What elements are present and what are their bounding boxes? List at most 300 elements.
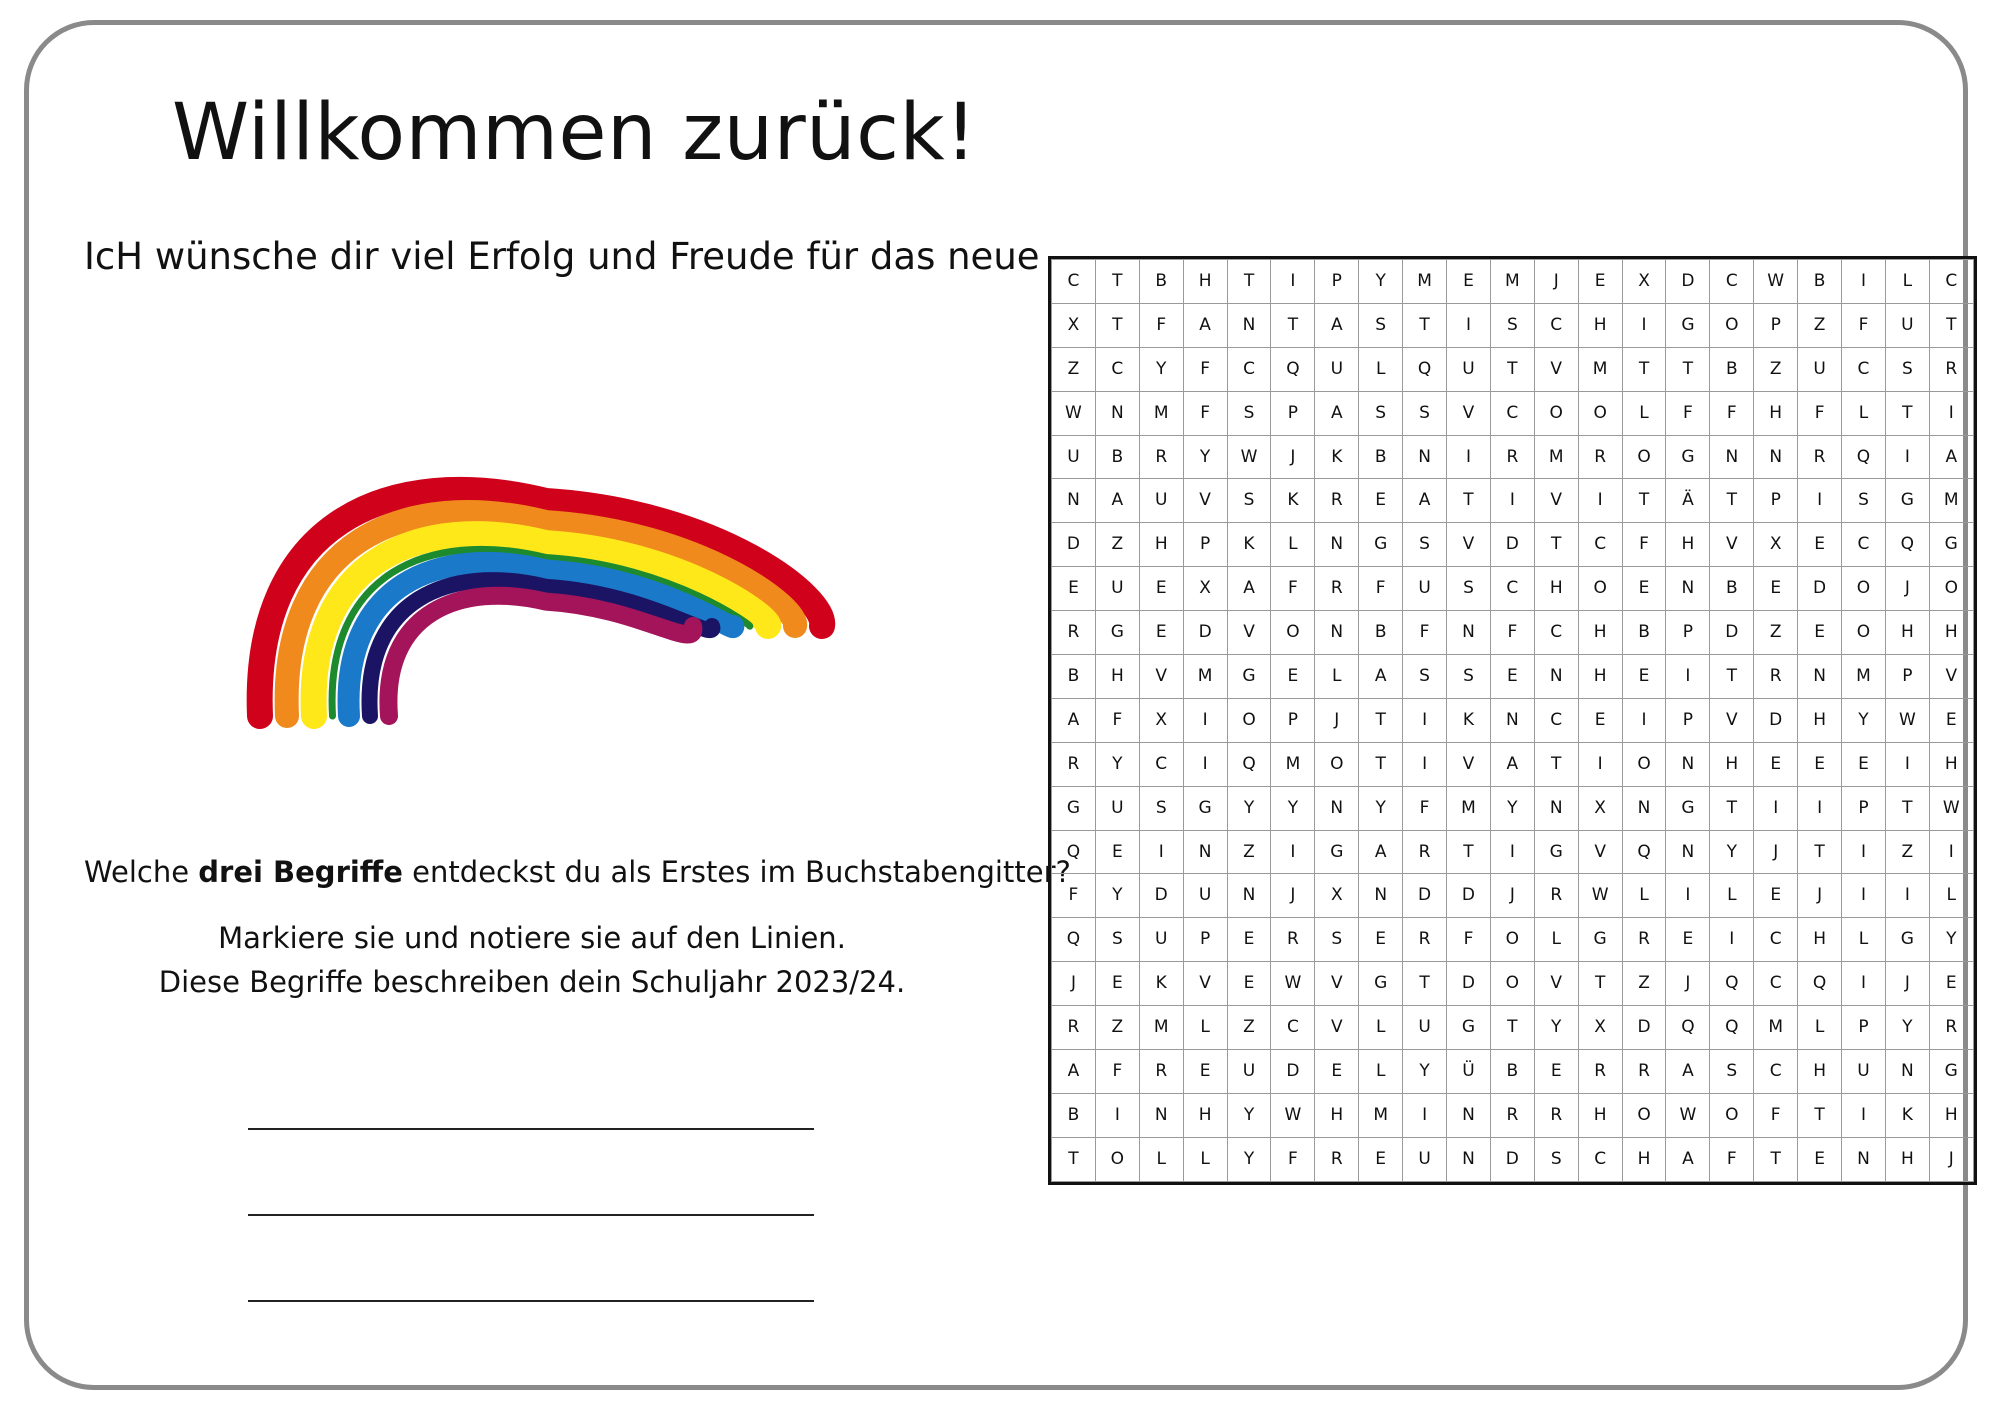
grid-cell[interactable]: I [1622, 698, 1666, 742]
grid-cell[interactable]: A [1359, 830, 1403, 874]
grid-cell[interactable]: I [1842, 260, 1886, 304]
grid-cell[interactable]: P [1754, 479, 1798, 523]
answer-line-2[interactable] [248, 1214, 814, 1216]
grid-cell[interactable]: E [1359, 918, 1403, 962]
grid-cell[interactable]: F [1095, 1050, 1139, 1094]
grid-cell[interactable]: U [1798, 347, 1842, 391]
grid-cell[interactable]: X [1578, 1006, 1622, 1050]
grid-cell[interactable]: Y [1534, 1006, 1578, 1050]
grid-cell[interactable]: V [1534, 962, 1578, 1006]
grid-cell[interactable]: H [1183, 1093, 1227, 1137]
grid-cell[interactable]: Ä [1666, 479, 1710, 523]
grid-cell[interactable]: G [1885, 479, 1929, 523]
grid-cell[interactable]: N [1315, 611, 1359, 655]
grid-cell[interactable]: C [1578, 1137, 1622, 1181]
grid-cell[interactable]: Y [1095, 742, 1139, 786]
grid-cell[interactable]: U [1183, 874, 1227, 918]
grid-cell[interactable]: H [1139, 523, 1183, 567]
grid-cell[interactable]: O [1315, 742, 1359, 786]
grid-cell[interactable]: V [1578, 830, 1622, 874]
grid-cell[interactable]: I [1842, 962, 1886, 1006]
grid-cell[interactable]: F [1403, 786, 1447, 830]
grid-cell[interactable]: F [1842, 303, 1886, 347]
grid-cell[interactable]: X [1315, 874, 1359, 918]
grid-cell[interactable]: Y [1227, 1093, 1271, 1137]
grid-cell[interactable]: F [1271, 567, 1315, 611]
grid-cell[interactable]: Y [1227, 1137, 1271, 1181]
grid-cell[interactable]: S [1885, 347, 1929, 391]
grid-cell[interactable]: V [1315, 962, 1359, 1006]
grid-cell[interactable]: H [1798, 918, 1842, 962]
grid-cell[interactable]: N [1666, 567, 1710, 611]
grid-cell[interactable]: C [1842, 523, 1886, 567]
grid-cell[interactable]: L [1622, 874, 1666, 918]
grid-cell[interactable]: F [1139, 303, 1183, 347]
grid-cell[interactable]: B [1710, 347, 1754, 391]
grid-cell[interactable]: N [1315, 523, 1359, 567]
grid-cell[interactable]: S [1139, 786, 1183, 830]
grid-cell[interactable]: T [1666, 347, 1710, 391]
grid-cell[interactable]: N [1359, 874, 1403, 918]
grid-cell[interactable]: L [1842, 918, 1886, 962]
grid-cell[interactable]: C [1754, 962, 1798, 1006]
grid-cell[interactable]: G [1095, 611, 1139, 655]
grid-cell[interactable]: Q [1798, 962, 1842, 1006]
grid-cell[interactable]: W [1754, 260, 1798, 304]
grid-cell[interactable]: N [1315, 786, 1359, 830]
grid-cell[interactable]: I [1271, 830, 1315, 874]
grid-cell[interactable]: M [1754, 1006, 1798, 1050]
grid-cell[interactable]: C [1271, 1006, 1315, 1050]
grid-cell[interactable]: L [1929, 874, 1973, 918]
grid-cell[interactable]: Z [1052, 347, 1096, 391]
grid-cell[interactable]: B [1359, 435, 1403, 479]
grid-cell[interactable]: A [1666, 1050, 1710, 1094]
grid-cell[interactable]: Z [1622, 962, 1666, 1006]
grid-cell[interactable]: N [1227, 874, 1271, 918]
grid-cell[interactable]: S [1359, 303, 1403, 347]
grid-cell[interactable]: R [1929, 1006, 1973, 1050]
grid-cell[interactable]: T [1359, 698, 1403, 742]
grid-cell[interactable]: E [1578, 698, 1622, 742]
grid-cell[interactable]: V [1447, 523, 1491, 567]
grid-cell[interactable]: D [1052, 523, 1096, 567]
grid-cell[interactable]: M [1842, 655, 1886, 699]
grid-cell[interactable]: G [1578, 918, 1622, 962]
grid-cell[interactable]: Z [1754, 611, 1798, 655]
grid-cell[interactable]: J [1315, 698, 1359, 742]
grid-cell[interactable]: E [1842, 742, 1886, 786]
grid-cell[interactable]: R [1622, 1050, 1666, 1094]
grid-cell[interactable]: M [1139, 391, 1183, 435]
grid-cell[interactable]: K [1315, 435, 1359, 479]
grid-cell[interactable]: N [1534, 786, 1578, 830]
grid-cell[interactable]: O [1710, 1093, 1754, 1137]
grid-cell[interactable]: U [1052, 435, 1096, 479]
grid-cell[interactable]: I [1754, 786, 1798, 830]
grid-cell[interactable]: K [1227, 523, 1271, 567]
grid-cell[interactable]: R [1052, 611, 1096, 655]
grid-cell[interactable]: X [1578, 786, 1622, 830]
grid-cell[interactable]: E [1929, 698, 1973, 742]
grid-cell[interactable]: O [1710, 303, 1754, 347]
grid-cell[interactable]: A [1315, 391, 1359, 435]
grid-cell[interactable]: Q [1842, 435, 1886, 479]
grid-cell[interactable]: O [1929, 567, 1973, 611]
grid-cell[interactable]: R [1578, 435, 1622, 479]
grid-cell[interactable]: P [1666, 698, 1710, 742]
grid-cell[interactable]: K [1447, 698, 1491, 742]
grid-cell[interactable]: E [1315, 1050, 1359, 1094]
grid-cell[interactable]: W [1578, 874, 1622, 918]
grid-cell[interactable]: E [1622, 567, 1666, 611]
grid-cell[interactable]: H [1622, 1137, 1666, 1181]
grid-cell[interactable]: N [1666, 830, 1710, 874]
grid-cell[interactable]: J [1666, 962, 1710, 1006]
grid-cell[interactable]: T [1403, 303, 1447, 347]
grid-cell[interactable]: X [1139, 698, 1183, 742]
grid-cell[interactable]: B [1359, 611, 1403, 655]
grid-cell[interactable]: G [1447, 1006, 1491, 1050]
grid-cell[interactable]: I [1929, 391, 1973, 435]
grid-cell[interactable]: H [1095, 655, 1139, 699]
grid-cell[interactable]: J [1490, 874, 1534, 918]
grid-cell[interactable]: J [1534, 260, 1578, 304]
grid-cell[interactable]: S [1095, 918, 1139, 962]
grid-cell[interactable]: T [1271, 303, 1315, 347]
grid-cell[interactable]: P [1885, 655, 1929, 699]
grid-cell[interactable]: E [1622, 655, 1666, 699]
grid-cell[interactable]: Z [1885, 830, 1929, 874]
grid-cell[interactable]: U [1403, 567, 1447, 611]
grid-cell[interactable]: I [1666, 874, 1710, 918]
grid-cell[interactable]: U [1139, 479, 1183, 523]
grid-cell[interactable]: V [1139, 655, 1183, 699]
grid-cell[interactable]: J [1271, 874, 1315, 918]
grid-cell[interactable]: T [1095, 260, 1139, 304]
grid-cell[interactable]: L [1534, 918, 1578, 962]
grid-cell[interactable]: C [1490, 391, 1534, 435]
grid-cell[interactable]: Y [1139, 347, 1183, 391]
grid-cell[interactable]: V [1227, 611, 1271, 655]
grid-cell[interactable]: T [1534, 742, 1578, 786]
grid-cell[interactable]: E [1227, 962, 1271, 1006]
grid-cell[interactable]: E [1754, 567, 1798, 611]
grid-cell[interactable]: N [1447, 611, 1491, 655]
grid-cell[interactable]: X [1183, 567, 1227, 611]
grid-cell[interactable]: V [1447, 742, 1491, 786]
grid-cell[interactable]: U [1403, 1137, 1447, 1181]
grid-cell[interactable]: E [1183, 1050, 1227, 1094]
grid-cell[interactable]: D [1710, 611, 1754, 655]
grid-cell[interactable]: I [1139, 830, 1183, 874]
grid-cell[interactable]: U [1842, 1050, 1886, 1094]
grid-cell[interactable]: Y [1710, 830, 1754, 874]
grid-cell[interactable]: H [1710, 742, 1754, 786]
grid-cell[interactable]: X [1754, 523, 1798, 567]
grid-cell[interactable]: I [1885, 874, 1929, 918]
grid-cell[interactable]: M [1183, 655, 1227, 699]
grid-cell[interactable]: M [1403, 260, 1447, 304]
grid-cell[interactable]: C [1710, 260, 1754, 304]
grid-cell[interactable]: G [1929, 1050, 1973, 1094]
grid-cell[interactable]: D [1666, 260, 1710, 304]
grid-cell[interactable]: E [1534, 1050, 1578, 1094]
grid-cell[interactable]: H [1885, 611, 1929, 655]
grid-cell[interactable]: I [1885, 742, 1929, 786]
grid-cell[interactable]: C [1490, 567, 1534, 611]
grid-cell[interactable]: H [1798, 1050, 1842, 1094]
grid-cell[interactable]: U [1095, 567, 1139, 611]
grid-cell[interactable]: F [1403, 611, 1447, 655]
grid-cell[interactable]: Q [1666, 1006, 1710, 1050]
grid-cell[interactable]: R [1315, 567, 1359, 611]
grid-cell[interactable]: H [1578, 1093, 1622, 1137]
grid-cell[interactable]: N [1490, 698, 1534, 742]
grid-cell[interactable]: V [1710, 698, 1754, 742]
grid-cell[interactable]: O [1227, 698, 1271, 742]
grid-cell[interactable]: L [1710, 874, 1754, 918]
grid-cell[interactable]: Y [1359, 786, 1403, 830]
grid-cell[interactable]: I [1183, 742, 1227, 786]
grid-cell[interactable]: Q [1271, 347, 1315, 391]
grid-cell[interactable]: I [1447, 435, 1491, 479]
grid-cell[interactable]: X [1622, 260, 1666, 304]
grid-cell[interactable]: T [1885, 786, 1929, 830]
grid-cell[interactable]: C [1754, 1050, 1798, 1094]
grid-cell[interactable]: E [1052, 567, 1096, 611]
grid-cell[interactable]: B [1095, 435, 1139, 479]
grid-cell[interactable]: X [1052, 303, 1096, 347]
grid-cell[interactable]: I [1929, 830, 1973, 874]
grid-cell[interactable]: B [1052, 1093, 1096, 1137]
grid-cell[interactable]: O [1490, 962, 1534, 1006]
grid-cell[interactable]: G [1666, 786, 1710, 830]
grid-cell[interactable]: F [1798, 391, 1842, 435]
grid-cell[interactable]: T [1490, 1006, 1534, 1050]
grid-cell[interactable]: E [1139, 611, 1183, 655]
grid-cell[interactable]: S [1315, 918, 1359, 962]
grid-cell[interactable]: N [1842, 1137, 1886, 1181]
grid-cell[interactable]: P [1754, 303, 1798, 347]
grid-cell[interactable]: Z [1095, 1006, 1139, 1050]
grid-cell[interactable]: F [1183, 347, 1227, 391]
grid-cell[interactable]: G [1315, 830, 1359, 874]
grid-cell[interactable]: R [1534, 1093, 1578, 1137]
grid-cell[interactable]: Q [1227, 742, 1271, 786]
grid-cell[interactable]: E [1095, 962, 1139, 1006]
grid-cell[interactable]: A [1490, 742, 1534, 786]
grid-cell[interactable]: W [1227, 435, 1271, 479]
grid-cell[interactable]: V [1315, 1006, 1359, 1050]
grid-cell[interactable]: S [1447, 655, 1491, 699]
grid-cell[interactable]: D [1271, 1050, 1315, 1094]
grid-cell[interactable]: O [1622, 435, 1666, 479]
grid-cell[interactable]: E [1490, 655, 1534, 699]
grid-cell[interactable]: T [1885, 391, 1929, 435]
grid-cell[interactable]: O [1842, 567, 1886, 611]
grid-cell[interactable]: R [1052, 742, 1096, 786]
grid-cell[interactable]: L [1183, 1006, 1227, 1050]
grid-cell[interactable]: P [1271, 391, 1315, 435]
grid-cell[interactable]: T [1578, 962, 1622, 1006]
grid-cell[interactable]: S [1403, 523, 1447, 567]
grid-cell[interactable]: I [1842, 1093, 1886, 1137]
grid-cell[interactable]: W [1271, 1093, 1315, 1137]
grid-cell[interactable]: V [1183, 962, 1227, 1006]
grid-cell[interactable]: D [1403, 874, 1447, 918]
grid-cell[interactable]: Z [1798, 303, 1842, 347]
grid-cell[interactable]: H [1578, 303, 1622, 347]
grid-cell[interactable]: Q [1052, 830, 1096, 874]
grid-cell[interactable]: D [1447, 962, 1491, 1006]
grid-cell[interactable]: S [1842, 479, 1886, 523]
grid-cell[interactable]: N [1227, 303, 1271, 347]
grid-cell[interactable]: T [1359, 742, 1403, 786]
grid-cell[interactable]: H [1929, 1093, 1973, 1137]
grid-cell[interactable]: J [1885, 962, 1929, 1006]
grid-cell[interactable]: T [1227, 260, 1271, 304]
grid-cell[interactable]: T [1710, 479, 1754, 523]
grid-cell[interactable]: F [1095, 698, 1139, 742]
grid-cell[interactable]: C [1754, 918, 1798, 962]
grid-cell[interactable]: H [1885, 1137, 1929, 1181]
grid-cell[interactable]: E [1666, 918, 1710, 962]
grid-cell[interactable]: T [1403, 962, 1447, 1006]
grid-cell[interactable]: L [1359, 1050, 1403, 1094]
grid-cell[interactable]: S [1227, 479, 1271, 523]
grid-cell[interactable]: V [1534, 479, 1578, 523]
grid-cell[interactable]: H [1929, 742, 1973, 786]
grid-cell[interactable]: R [1315, 479, 1359, 523]
grid-cell[interactable]: W [1271, 962, 1315, 1006]
grid-cell[interactable]: B [1490, 1050, 1534, 1094]
grid-cell[interactable]: P [1666, 611, 1710, 655]
grid-cell[interactable]: D [1183, 611, 1227, 655]
grid-cell[interactable]: W [1666, 1093, 1710, 1137]
grid-cell[interactable]: E [1227, 918, 1271, 962]
grid-cell[interactable]: I [1578, 742, 1622, 786]
grid-cell[interactable]: Z [1227, 830, 1271, 874]
grid-cell[interactable]: S [1359, 391, 1403, 435]
grid-cell[interactable]: F [1359, 567, 1403, 611]
grid-cell[interactable]: L [1622, 391, 1666, 435]
grid-cell[interactable]: I [1403, 698, 1447, 742]
grid-cell[interactable]: N [1754, 435, 1798, 479]
grid-cell[interactable]: B [1052, 655, 1096, 699]
grid-cell[interactable]: G [1534, 830, 1578, 874]
grid-cell[interactable]: O [1622, 742, 1666, 786]
grid-cell[interactable]: V [1183, 479, 1227, 523]
grid-cell[interactable]: M [1139, 1006, 1183, 1050]
answer-line-3[interactable] [248, 1300, 814, 1302]
grid-cell[interactable]: F [1754, 1093, 1798, 1137]
grid-cell[interactable]: C [1929, 260, 1973, 304]
grid-cell[interactable]: I [1403, 1093, 1447, 1137]
grid-cell[interactable]: A [1403, 479, 1447, 523]
grid-cell[interactable]: P [1315, 260, 1359, 304]
grid-cell[interactable]: H [1578, 655, 1622, 699]
grid-cell[interactable]: A [1227, 567, 1271, 611]
grid-cell[interactable]: A [1315, 303, 1359, 347]
grid-cell[interactable]: E [1095, 830, 1139, 874]
grid-cell[interactable]: R [1139, 1050, 1183, 1094]
grid-cell[interactable]: K [1139, 962, 1183, 1006]
grid-cell[interactable]: I [1095, 1093, 1139, 1137]
grid-cell[interactable]: F [1622, 523, 1666, 567]
grid-cell[interactable]: H [1315, 1093, 1359, 1137]
grid-cell[interactable]: Y [1885, 1006, 1929, 1050]
grid-cell[interactable]: Y [1095, 874, 1139, 918]
grid-cell[interactable]: I [1666, 655, 1710, 699]
grid-cell[interactable]: K [1885, 1093, 1929, 1137]
grid-cell[interactable]: U [1403, 1006, 1447, 1050]
grid-cell[interactable]: L [1798, 1006, 1842, 1050]
grid-cell[interactable]: E [1929, 962, 1973, 1006]
grid-cell[interactable]: Ü [1447, 1050, 1491, 1094]
grid-cell[interactable]: R [1929, 347, 1973, 391]
grid-cell[interactable]: I [1798, 786, 1842, 830]
grid-cell[interactable]: F [1447, 918, 1491, 962]
grid-cell[interactable]: D [1490, 523, 1534, 567]
grid-cell[interactable]: T [1798, 830, 1842, 874]
grid-cell[interactable]: N [1139, 1093, 1183, 1137]
grid-cell[interactable]: V [1447, 391, 1491, 435]
grid-cell[interactable]: O [1578, 567, 1622, 611]
grid-cell[interactable]: I [1271, 260, 1315, 304]
grid-cell[interactable]: T [1490, 347, 1534, 391]
grid-cell[interactable]: R [1139, 435, 1183, 479]
grid-cell[interactable]: L [1183, 1137, 1227, 1181]
grid-cell[interactable]: L [1359, 1006, 1403, 1050]
grid-cell[interactable]: J [1885, 567, 1929, 611]
grid-cell[interactable]: Q [1710, 962, 1754, 1006]
grid-cell[interactable]: O [1534, 391, 1578, 435]
grid-cell[interactable]: Q [1052, 918, 1096, 962]
grid-cell[interactable]: U [1139, 918, 1183, 962]
grid-cell[interactable]: U [1227, 1050, 1271, 1094]
grid-cell[interactable]: Y [1490, 786, 1534, 830]
grid-cell[interactable]: N [1095, 391, 1139, 435]
grid-cell[interactable]: N [1710, 435, 1754, 479]
grid-cell[interactable]: M [1534, 435, 1578, 479]
grid-cell[interactable]: D [1490, 1137, 1534, 1181]
grid-cell[interactable]: P [1842, 786, 1886, 830]
grid-cell[interactable]: R [1490, 435, 1534, 479]
grid-cell[interactable]: L [1315, 655, 1359, 699]
grid-cell[interactable]: Q [1710, 1006, 1754, 1050]
grid-cell[interactable]: W [1052, 391, 1096, 435]
grid-cell[interactable]: M [1271, 742, 1315, 786]
grid-cell[interactable]: E [1798, 523, 1842, 567]
grid-cell[interactable]: T [1447, 830, 1491, 874]
grid-cell[interactable]: E [1578, 260, 1622, 304]
grid-cell[interactable]: S [1403, 391, 1447, 435]
grid-cell[interactable]: G [1052, 786, 1096, 830]
grid-cell[interactable]: N [1885, 1050, 1929, 1094]
grid-cell[interactable]: Z [1754, 347, 1798, 391]
grid-cell[interactable]: T [1798, 1093, 1842, 1137]
grid-cell[interactable]: R [1271, 918, 1315, 962]
grid-cell[interactable]: E [1359, 1137, 1403, 1181]
grid-cell[interactable]: N [1798, 655, 1842, 699]
grid-cell[interactable]: Y [1271, 786, 1315, 830]
grid-cell[interactable]: F [1710, 391, 1754, 435]
grid-cell[interactable]: C [1095, 347, 1139, 391]
grid-cell[interactable]: T [1534, 523, 1578, 567]
grid-cell[interactable]: E [1359, 479, 1403, 523]
grid-cell[interactable]: E [1139, 567, 1183, 611]
